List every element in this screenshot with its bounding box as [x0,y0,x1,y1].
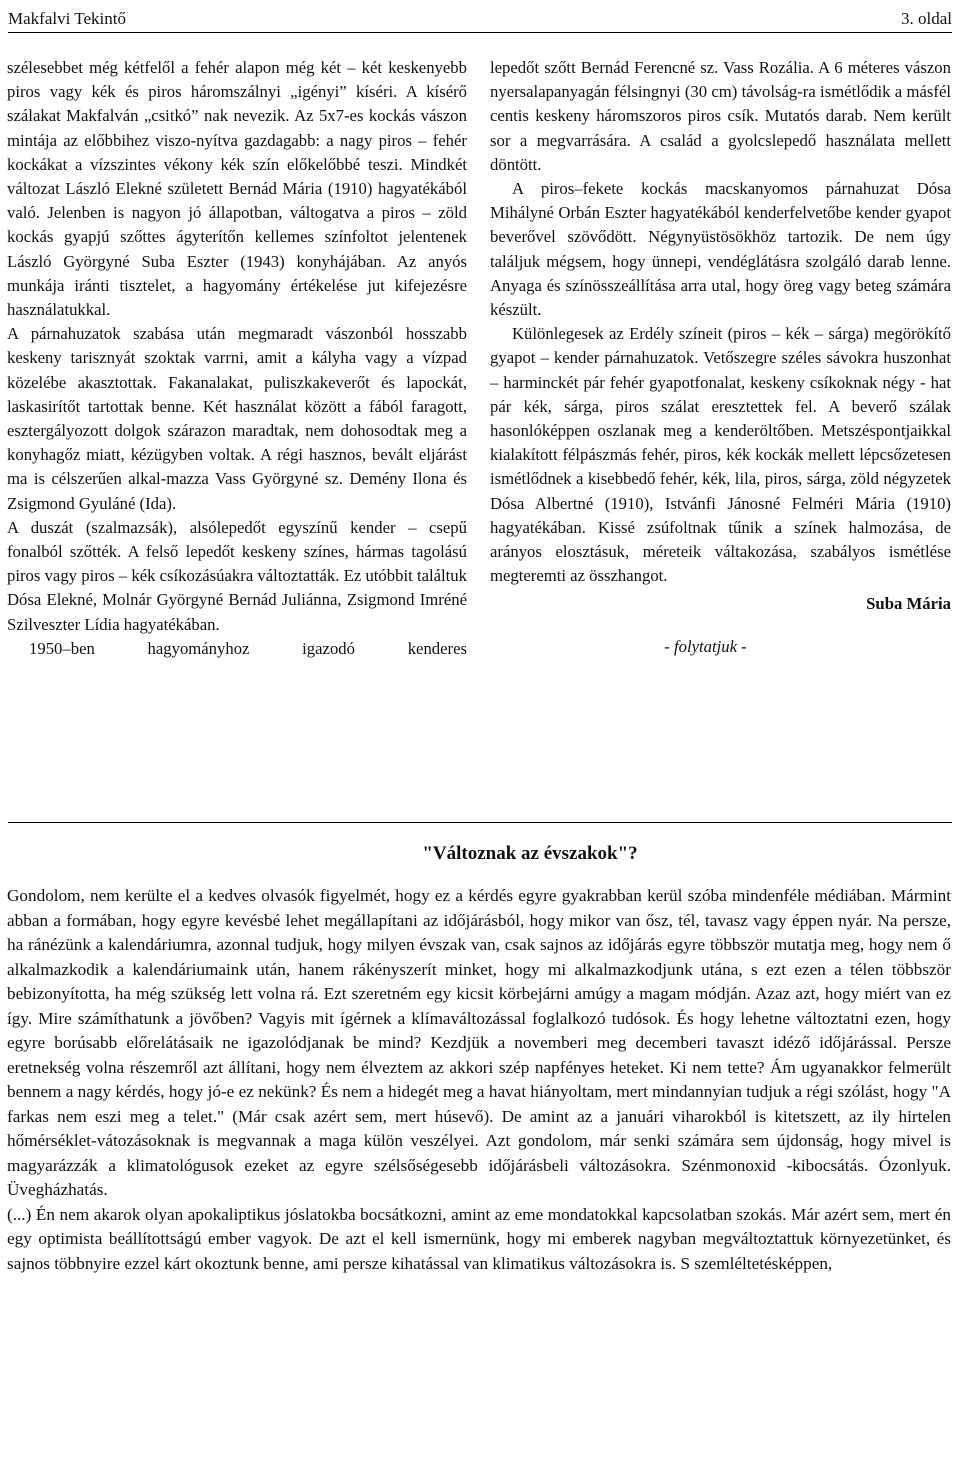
article-paragraph-1: Gondolom, nem kerülte el a kedves olvasók figyelmét, hogy ez a kérdés egyre gyakrabban kerül szóba mindenféle médiában. Mármint abban a formában, hogy egyre kevésbé lehet megállapítani az időjárásból, hogy mikor van ősz, tél, tavasz vagy éppen nyár. Na persze, ha ránézünk a kalendáriumra, azonnal tudjuk, hogy milyen évszak van, csak sajnos az időjárás egyre többször mutatja meg, hogy nem ő alkalmazkodik a kalendáriumaink után, hanem rákényszerít minket, hogy mi alkalmazkodjunk utána, s ezt ezen a télen többször bebizonyította, ha még szükség lett volna rá. Ezt szeretném egy kicsit körbejárni amúgy a magam módján. Azaz azt, hogy miért van ez így. Mire számíthatunk a jövőben? Vagyis mit ígérnek a klímaváltozással foglalkozó tudósok. És hogy lehetne változtatni ezen, hogy egyre borúsabb előrelátásaik ne igazolódjanak be mind? Kezdjük a novemberi meg decemberi tavaszt idéző időjárással. Persze eretnekség volna részemről azt állítani, hogy nem élveztem az akkori szép napfényes heteket. Ki nem tette? Ám ugyanakkor felmerült bennem a nagy kérdés, hogy jó-e ez nekünk? És nem a hidegét meg a havat hiányoltam, mert mindannyian tudjuk a régi szólást, hogy "A farkas nem eszi meg a telet." (Már csak azért sem, mert húsevő). De amint az a januári viharokból is kitetszett, az ily hirtelen hőmérséklet-vátozásoknak is megvannak a maga külön veszélyei. Azt gondolom, már senki számára sem újdonság, hogy mivel is magyarázzák a klimatológusok ezeket az egyre szélsőségesebb időjárásbeli változásokra. Szénmonoxid -kibocsátás. Ózonlyuk. Üvegházhatás. [7,886,951,1199]
page-number: 3. oldal [901,9,952,28]
left-paragraph-2: A párnahuzatok szabása után megmaradt vászonból hosszabb keskeny tarisznyát szoktak varrni, amit a kályha vagy a vízpad közelébe akasztottak. Fakanalakat, puliszkakeverőt és lapockát, laskasirítőt tartottak benne. Két használat között a fából faragott, esztergályozott dolgok szárazon maradtak, nem dohosodtak meg a konyhagőz miatt, kézügyben voltak. A régi hasznos, bevált eljárást ma is célszerűen alkal-mazza Vass Györgyné sz. Demény Ilona és Zsigmond Gyuláné (Ida). [7,324,467,513]
page-header [8,6,952,33]
right-paragraph-3: Különlegesek az Erdély színeit (piros – kék – sárga) megörökítő gyapot – kender párnahuzatok. Vetőszegre széles sávokra huszonhat – harminckét pár fehér gyapotfonalat, keskeny csíkoknak négy - hat pár kék, sárga, piros szálat eresztettek fel. A beverő szálak hasonlóképpen oszlanak meg a kenderöltőben. Metszéspontjaikkal kialakított félpászmás fehér, piros, kék kockák mellett lépcsőzetesen ismétlődnek a kisebbedő fehér, kék, lila, piros, sárga, zöld négyzetek Dósa Albertné (1910), Istvánfi Jánosné Felméri Mária (1910) hagyatékában. Kissé zsúfoltnak tűnik a színek halmozása, de arányos elosztásuk, méreteik váltakozása, szabályos ismétlése megteremti az összhangot. [490,324,951,586]
author-signature: Suba Mária [866,594,951,614]
left-column [7,56,467,661]
article-paragraph-2: (...) Én nem akarok olyan apokaliptikus jóslatokba bocsátkozni, amint az eme mondatokkal kapcsolatban szokás. Már azért sem, mert én egy optimista beállítottságú ember vagyok. De azt el kell ismernünk, hogy mi emberek nagyban megváltoztattuk környezetünket, és sajnos többnyire ezzel kárt okoztunk benne, ami persze kihatással van klimatikus változásokra is. S szemléltetésképpen, [7,1204,951,1273]
section-divider [8,822,952,823]
publication-name: Makfalvi Tekintő [8,9,126,28]
continued-note: - folytatjuk - [664,636,747,656]
left-paragraph-3: A duszát (szalmazsák), alsólepedőt egyszínű kender – csepű fonalból szőtték. A felső lepedőt keskeny színes, hármas tagolású piros vagy piros – kék csíkozásúakra változtatták. Ez utóbbit találtuk Dósa Elekné, Molnár Györgyné Bernád Juliánna, Zsigmond Imréné Szilveszter Lídia hagyatékában. [7,517,467,634]
right-column [490,56,951,659]
right-paragraph-1: lepedőt szőtt Bernád Ferencné sz. Vass Rozália. A 6 méteres vászon nyersalapanyagán félsingnyi (30 cm) távolság-ra ismétlődik a másfél centis keskeny háromszoros piros csík. Mutatós darab. Nem került sor a megvarrására. A család a gyolcslepedő használata mellett döntött. [490,58,951,174]
left-paragraph-1: szélesebbet még kétfelől a fehér alapon még két – két keskenyebb piros vagy kék és piros háromszálnyi „igényi” kíséri. A kísérő szálakat Makfalván „csitkó” nak nevezik. Az 5x7-es kockás vászon mintája az előbbihez viszo-nyítva gazdagabb: a nagy piros – fehér kockákat a vízszintes vékony kék szín előkelőbbé teszi. Mindkét változat László Elekné született Bernád Mária (1910) hagyatékából való. Jelenben is nagyon jó állapotban, váltogatva a piros – zöld kockás gyapjú szőttes ágyterítőn kellemes színfoltot jelentenek László Györgyné Suba Eszter (1943) konyhájában. Az anyós munkája iránti tisztelet, a hagyomány értékelése jut kifejezésre használatukkal. [7,58,467,320]
right-paragraph-2: A piros–fekete kockás macskanyomos párnahuzat Dósa Mihályné Orbán Eszter hagyatékából kenderfelvetőbe kender gyapot beverővel szövődött. Négynyüstösökhöz tartozik. De nem úgy találjuk mégsem, hogy ünnepi, vendéglátásra szolgáló darab lenne. Anyaga és színösszeállítása arra utal, hogy öreg vagy beteg számára készült. [490,179,951,320]
article-title: "Változnak az évszakok"? [422,843,638,864]
article-body [7,884,951,1276]
left-paragraph-4: 1950–ben hagyományhoz igazodó kenderes [29,638,467,658]
